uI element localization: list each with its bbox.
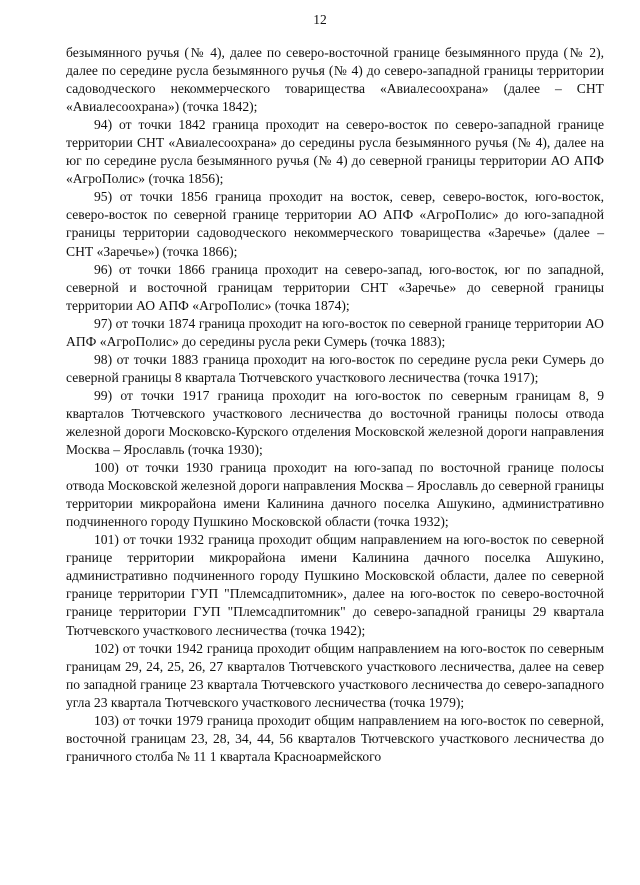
paragraph-item-102: 102) от точки 1942 граница проходит общим направлением на юго-восток по северным границам 29, 24, 25, 26, 27 кварталов Тютчевского участкового лесничества, далее на север по западной границе 23 квартала Тютчевского участкового лесничества до северо-западного угла 23 квартала Тютчевского участкового лесничества (точка 1979); [66, 640, 604, 710]
page-number: 12 [313, 12, 327, 27]
paragraph-continuation: безымянного ручья (№ 4), далее по северо-восточной границе безымянного пруда (№ 2), далее по середине русла безымянного ручья (№ 4) до северо-западной границы территории садоводческого некоммерческого товарищества «Авиалесоохрана» (далее – СНТ «Авиалесоохрана») (точка 1842); [66, 45, 604, 115]
paragraph-item-98: 98) от точки 1883 граница проходит на юго-восток по середине русла реки Сумерь до северной границы 8 квартала Тютчевского участкового лесничества (точка 1917); [66, 351, 604, 385]
paragraph-item-103: 103) от точки 1979 граница проходит общим направлением на юго-восток по северной, восточной границам 23, 28, 34, 44, 56 кварталов Тютчевского участкового лесничества до граничного столба № 11 1 квартала Красноармейского [66, 712, 604, 764]
paragraph-item-97: 97) от точки 1874 граница проходит на юго-восток по северной границе территории АО АПФ «АгроПолис» до середины русла реки Сумерь (точка 1883); [66, 315, 604, 349]
paragraph-item-101: 101) от точки 1932 граница проходит общим направлением на юго-восток по северной границе территории микрорайона имени Калинина дачного поселка Ашукино, административно подчиненного городу Пушкино Московской области, далее по северной границе территории ГУП "Племсадпитомник», далее на юго-восток по северо-восточной границе территории ГУП "Племсадпитомник" до северо-западной границы 29 квартала Тютчевского участкового лесничества (точка 1942); [66, 532, 604, 638]
paragraph-item-99: 99) от точки 1917 граница проходит на юго-восток по северным границам 8, 9 кварталов Тютчевского участкового лесничества до восточной границы полосы отвода железной дороги Московско-Курского отделения Московской железной дороги направления Москва – Ярославль (точка 1930); [66, 387, 604, 458]
paragraph-item-100: 100) от точки 1930 граница проходит на юго-запад по восточной границе полосы отвода Московской железной дороги направления Москва – Ярославль до северной границы территории микрорайона имени Калинина дачного поселка Ашукино, административно подчиненного городу Пушкино Московской области (точка 1932); [66, 460, 604, 530]
document-body [66, 44, 604, 766]
paragraph-item-94: 94) от точки 1842 граница проходит на северо-восток по северо-западной границе территории СНТ «Авиалесоохрана» до середины русла безымянного ручья (№ 4), далее на юг по середине русла безымянного ручья (№ 4) до северной границы территории АО АПФ «АгроПолис» (точка 1856); [66, 117, 604, 187]
paragraph-item-95: 95) от точки 1856 граница проходит на восток, север, северо-восток, юго-восток, северо-восток по северной границе территории АО АПФ «АгроПолис» до юго-западной границы территории садоводческого некоммерческого товарищества «Заречье» (далее – СНТ «Заречье») (точка 1866); [66, 189, 604, 259]
paragraph-item-96: 96) от точки 1866 граница проходит на северо-запад, юго-восток, юг по западной, северной и восточной границам территории СНТ «Заречье» до северной границы территории АО АПФ «АгроПолис» (точка 1874); [66, 261, 604, 313]
